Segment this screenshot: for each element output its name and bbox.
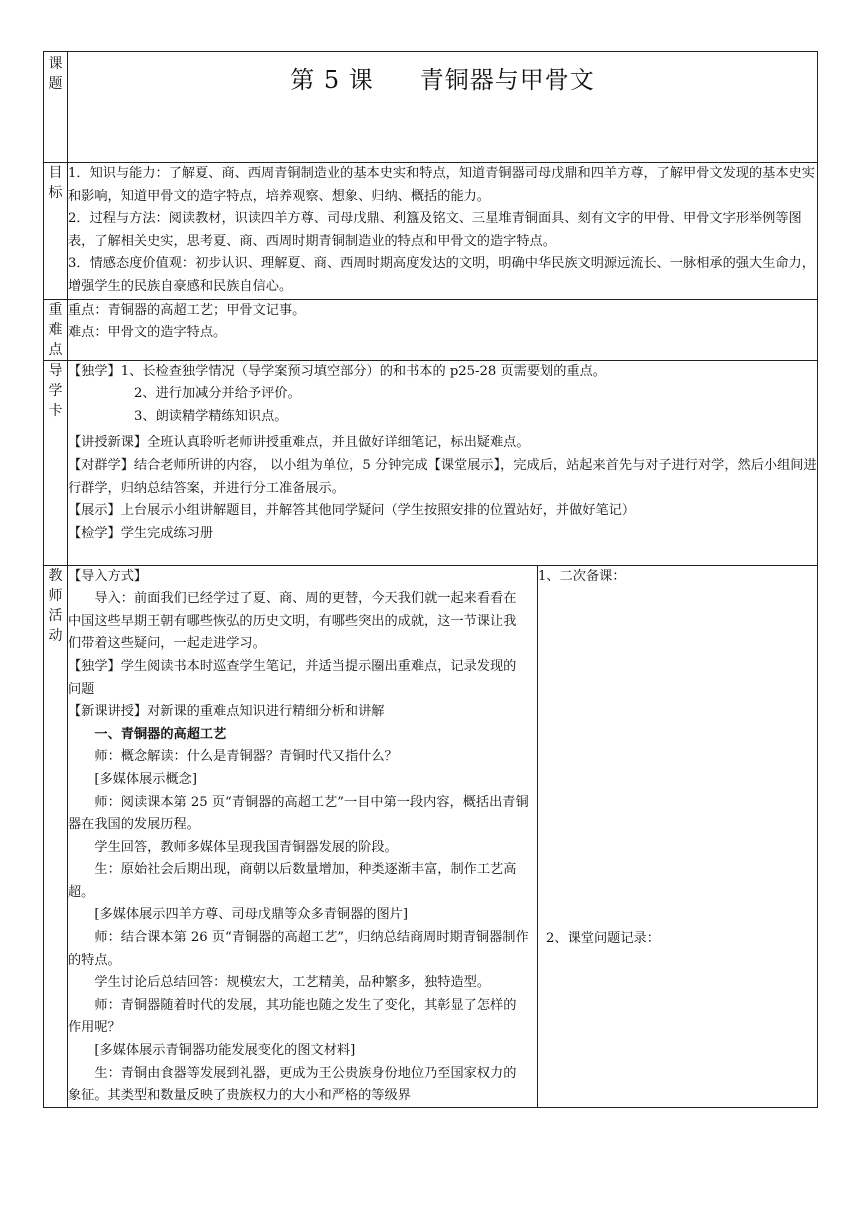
- teacher-line: 学生讨论后总结回答：规模宏大，工艺精美，品种繁多，独特造型。: [94, 975, 491, 991]
- teacher-line: 导入：前面我们已经学过了夏、商、周的更替，今天我们就一起来看看在中国这些早期王朝有哪些恢弘的历史文明，有哪些突出的成就，这一节课让我们带着这些疑问，一起走进学习。: [68, 591, 517, 652]
- teacher-line: 师：青铜器随着时代的发展，其功能也随之发生了变化，其彰显了怎样的作用呢？: [68, 997, 517, 1036]
- goal-item: 3．情感态度价值观：初步认识、理解夏、商、西周时期高度发达的文明，明确中华民族文明源远流长、一脉相承的强大生命力，增强学生的民族自豪感和民族自信心。: [68, 256, 815, 294]
- guide-label: 导 学 卡: [44, 360, 68, 565]
- teacher-line: 师：概念解读：什么是青铜器？青铜时代又指什么？: [94, 749, 398, 765]
- goal-item: 2．过程与方法：阅读教材，识读四羊方尊、司母戊鼎、利簋及铭文、三星堆青铜面具、刻有文字的甲骨、甲骨文字形举例等图表，了解相关史实，思考夏、商、西周时期青铜制造业的特点和甲骨文的造字特点。: [68, 211, 802, 249]
- guide-content: [68, 360, 818, 565]
- lesson-plan-table: [43, 51, 818, 1108]
- second-prep-note: 1、二次备课：: [538, 568, 626, 584]
- teacher-line: 生：原始社会后期出现，商朝以后数量增加，种类逐渐丰富，制作工艺高超。: [68, 862, 517, 900]
- teacher-line: [多媒体展示青铜器功能发展变化的图文材料]: [94, 1043, 356, 1059]
- teacher-line: 【新课讲授】对新课的重难点知识进行精细分析和讲解: [68, 704, 385, 720]
- teacher-line: 师：阅读课本第 25 页“青铜器的高超工艺”一目中第一段内容，概括出青铜器在我国的发展历程。: [68, 794, 529, 833]
- guide-lecture: 【讲授新课】全班认真聆听老师讲授重难点，并且做好详细笔记，标出疑难点。: [68, 435, 530, 451]
- teacher-label: 教 师 活 动: [44, 565, 68, 1107]
- guide-show: 【展示】上台展示小组讲解题目，并解答其他同学疑问（学生按照安排的位置站好，并做好笔记）: [68, 503, 636, 519]
- section-heading: 一、青铜器的高超工艺: [94, 726, 227, 742]
- page-title: [68, 60, 817, 95]
- title-row: [44, 52, 818, 163]
- teacher-line: 师：结合课本第 26 页“青铜器的高超工艺”，归纳总结商周时期青铜器制作的特点。: [68, 930, 529, 968]
- teacher-line: 【导入方式】: [68, 568, 148, 584]
- keypoints-row: [44, 299, 818, 360]
- title-cell: [68, 52, 818, 163]
- keypoint-item: 重点：青铜器的高超工艺；甲骨文记事。: [68, 302, 306, 318]
- teacher-line: [多媒体展示四羊方尊、司母戊鼎等众多青铜器的图片]: [94, 907, 408, 923]
- goals-row: [44, 163, 818, 300]
- teacher-line: [多媒体展示概念]: [94, 771, 197, 787]
- goals-content: [68, 163, 818, 300]
- lesson-number: 第 5 课: [290, 66, 374, 94]
- guide-check: 【检学】学生完成练习册: [68, 525, 214, 541]
- notes-column: [538, 565, 818, 1107]
- teacher-line: 生：青铜由食器等发展到礼器，更成为王公贵族身份地位乃至国家权力的象征。其类型和数量反映了贵族权力的大小和严格的等级界: [68, 1065, 517, 1104]
- teacher-row: [44, 565, 818, 1107]
- goals-label: 目 标: [44, 163, 68, 300]
- teacher-line: 学生回答，教师多媒体呈现我国青铜器发展的阶段。: [94, 839, 398, 855]
- guide-row: [44, 360, 818, 565]
- teacher-line: 【独学】学生阅读书本时巡查学生笔记，并适当提示圈出重难点，记录发现的问题: [68, 658, 517, 697]
- keypoint-item: 难点：甲骨文的造字特点。: [68, 325, 227, 341]
- goal-item: 1．知识与能力：了解夏、商、西周青铜制造业的基本史实和特点，知道青铜器司母戊鼎和四羊方尊，了解甲骨文发现的基本史实和影响，知道甲骨文的造字特点，培养观察、想象、归纳、概括的能力。: [68, 166, 815, 204]
- guide-self-study-3: 3、朗读精学精练知识点。: [134, 408, 288, 424]
- title-label: 课 题: [44, 52, 68, 163]
- guide-self-study: 【独学】1、长检查独学情况（导学案预习填空部分）的和书本的 p25-28 页需要划的重点。: [68, 363, 606, 379]
- guide-self-study-2: 2、进行加减分并给予评价。: [134, 386, 301, 402]
- keypoints-label: 重 难 点: [44, 299, 68, 360]
- class-questions-note: 2、课堂问题记录：: [546, 930, 660, 946]
- keypoints-content: [68, 299, 818, 360]
- lesson-title: 青铜器与甲骨文: [419, 66, 595, 94]
- teacher-content: [68, 565, 538, 1107]
- guide-group: 【对群学】结合老师所讲的内容， 以小组为单位，5 分钟完成【课堂展示】，完成后，站起来首先与对子进行对学，然后小组间进行群学，归纳总结答案，并进行分工准备展示。: [68, 457, 817, 496]
